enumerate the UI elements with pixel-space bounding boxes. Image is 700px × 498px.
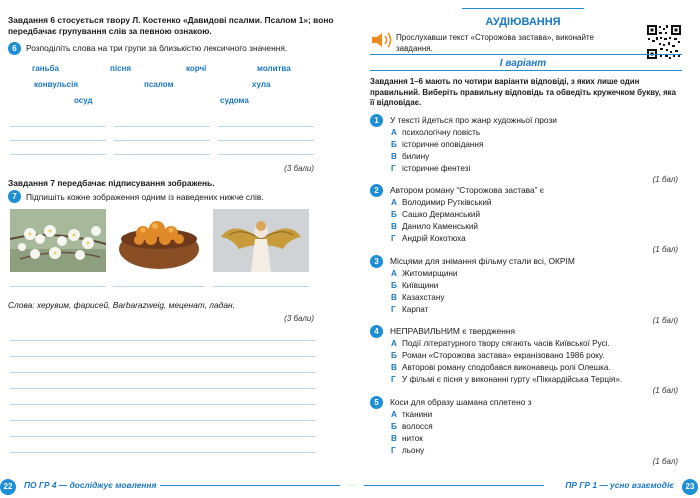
question-number: 4 [370, 325, 383, 338]
answer-option[interactable] [391, 292, 681, 303]
answer-option[interactable] [391, 221, 681, 232]
points-label: (3 бали) [284, 164, 314, 173]
answer-line[interactable] [114, 154, 210, 155]
answer-line[interactable] [10, 154, 106, 155]
answer-option[interactable] [391, 374, 681, 385]
points-label: (1 бал) [652, 386, 678, 395]
task-number-7: 7 [8, 190, 21, 203]
option-text: Андрій Кокотюха [402, 234, 466, 243]
instructions: Завдання 1–6 мають по чотири варіанти відповіді, з яких лише один правильний. Виберіть правильну відповідь та обведіть кружечком букву, яка її відповідає. [370, 77, 677, 107]
option-text: Події літературного твору сягають часів Київської Русі. [402, 339, 610, 348]
answer-line[interactable] [218, 154, 314, 155]
option-text: Київщини [402, 281, 439, 290]
option-text: Сашко Дерманський [402, 210, 481, 219]
task6-text: Розподіліть слова на три групи за близькістю лексичного значення. [26, 43, 288, 53]
answer-option[interactable] [391, 163, 681, 174]
option-letter[interactable]: Г [391, 234, 396, 243]
answer-line[interactable] [10, 286, 106, 287]
question-text: Коси для образу шамана сплетено з [390, 397, 532, 407]
option-text: Авторові роману сподобався виконавець ролі Олешка. [402, 363, 611, 372]
task6-intro: Завдання 6 стосується твору Л. Костенко «Давидові псалми. Псалом 1»; воно передбачає групування слів за певною ознакою. [8, 15, 334, 36]
option-text: психологічну повість [402, 128, 481, 137]
answer-option[interactable] [391, 197, 681, 208]
notes-line[interactable] [10, 388, 316, 389]
option-letter[interactable]: А [391, 198, 397, 207]
option-text: Житомирщини [402, 269, 458, 278]
option-text: Данило Каменський [402, 222, 479, 231]
points-label: (1 бал) [652, 457, 678, 466]
option-letter[interactable]: Б [391, 140, 397, 149]
notes-line[interactable] [10, 404, 316, 405]
option-text: Карпат [402, 305, 429, 314]
answer-option[interactable] [391, 304, 681, 315]
answer-option[interactable] [391, 280, 681, 291]
variant-rule [370, 54, 682, 55]
question-text: НЕПРАВИЛЬНИМ є твердження [390, 326, 516, 336]
option-letter[interactable]: Г [391, 375, 396, 384]
option-letter[interactable]: В [391, 434, 397, 443]
answer-option[interactable] [391, 350, 681, 361]
word-item: судома [220, 96, 249, 105]
option-text: ниток [402, 434, 423, 443]
footer-text: ПО ГР 4 — досліджує мовлення [24, 480, 157, 490]
option-letter[interactable]: Б [391, 351, 397, 360]
amber-image [113, 209, 205, 272]
answer-line[interactable] [213, 286, 309, 287]
answer-option[interactable] [391, 268, 681, 279]
word-item: ганьба [32, 64, 59, 73]
footer-rule [364, 485, 544, 486]
footer-text: ПР ГР 1 — усно взаємодіє [565, 480, 674, 490]
option-text: тканини [402, 410, 433, 419]
option-text: волосся [402, 422, 433, 431]
option-letter[interactable]: В [391, 152, 397, 161]
answer-option[interactable] [391, 409, 681, 420]
word-item: псалом [144, 80, 174, 89]
option-letter[interactable]: Г [391, 164, 396, 173]
speaker-icon[interactable] [370, 31, 394, 49]
question-text: Автором роману “Сторожова застава” є [390, 185, 545, 195]
word-item: молитва [257, 64, 291, 73]
answer-option[interactable] [391, 151, 681, 162]
word-item: осуд [74, 96, 93, 105]
option-letter[interactable]: Б [391, 422, 397, 431]
word-item: хула [252, 80, 271, 89]
answer-option[interactable] [391, 209, 681, 220]
angel-image [213, 209, 309, 272]
words-list: Слова: херувим, фарисей, Barbarazweig, меценат, ладан. [8, 300, 235, 310]
option-text: льону [402, 446, 425, 455]
option-text: історичне фентезі [402, 164, 471, 173]
section-title: АУДІЮВАННЯ [485, 16, 561, 28]
option-letter[interactable]: В [391, 363, 397, 372]
question-text: Місцями для знімання фільму стали всі, ОКРІМ [390, 256, 575, 266]
option-text: Роман «Сторожова застава» екранізовано 1986 року. [402, 351, 605, 360]
question-number: 1 [370, 114, 383, 127]
task7-intro: Завдання 7 передбачає підписування зображень. [8, 178, 215, 188]
answer-line[interactable] [218, 140, 314, 141]
option-letter[interactable]: Г [391, 305, 396, 314]
answer-option[interactable] [391, 127, 681, 138]
notes-line[interactable] [10, 420, 316, 421]
footer-rule [160, 485, 340, 486]
option-text: історичне оповідання [402, 140, 484, 149]
audio-instruction: Прослухавши текст «Сторожова застава», виконайте завдання. [396, 33, 594, 53]
answer-option[interactable] [391, 338, 681, 349]
answer-line[interactable] [10, 140, 106, 141]
answer-option[interactable] [391, 139, 681, 150]
title-rule [462, 8, 584, 9]
word-item: корчі [186, 64, 207, 73]
variant-title: І варіант [499, 58, 547, 69]
option-letter[interactable]: А [391, 410, 397, 419]
answer-line[interactable] [218, 126, 314, 127]
notes-line[interactable] [10, 452, 316, 453]
question-number: 3 [370, 255, 383, 268]
option-text: билину [402, 152, 430, 161]
answer-line[interactable] [10, 126, 106, 127]
answer-line[interactable] [113, 286, 205, 287]
option-letter[interactable]: А [391, 269, 397, 278]
option-letter[interactable]: Б [391, 210, 397, 219]
answer-option[interactable] [391, 421, 681, 432]
notes-line[interactable] [10, 436, 316, 437]
option-letter[interactable]: В [391, 222, 397, 231]
page-number: 23 [682, 479, 698, 495]
task-number-6: 6 [8, 42, 21, 55]
points-label: (3 бали) [284, 314, 314, 323]
option-text: У фільмі є пісня у виконанні гурту «Піккардійська Терція». [402, 375, 623, 384]
option-letter[interactable]: Б [391, 281, 397, 290]
option-letter[interactable]: В [391, 293, 397, 302]
option-text: Казахстану [402, 293, 445, 302]
flowers-image [10, 209, 106, 272]
question-text: У тексті йдеться про жанр художньої прози [390, 115, 557, 125]
right-page [350, 0, 700, 498]
answer-line[interactable] [114, 140, 210, 141]
answer-option[interactable] [391, 433, 681, 444]
notes-line[interactable] [10, 356, 316, 357]
notes-line[interactable] [10, 340, 316, 341]
word-item: пісня [110, 64, 132, 73]
answer-line[interactable] [114, 126, 210, 127]
variant-rule-bottom [370, 70, 682, 71]
answer-option[interactable] [391, 362, 681, 373]
option-letter[interactable]: А [391, 339, 397, 348]
answer-option[interactable] [391, 233, 681, 244]
word-item: конвульсія [34, 80, 79, 89]
task7-text: Підпишіть кожне зображення одним із наведених нижче слів. [26, 192, 264, 202]
question-number: 2 [370, 184, 383, 197]
notes-line[interactable] [10, 372, 316, 373]
option-letter[interactable]: Г [391, 446, 396, 455]
option-text: Володимир Рутківський [402, 198, 492, 207]
answer-option[interactable] [391, 445, 681, 456]
points-label: (1 бал) [652, 316, 678, 325]
question-number: 5 [370, 396, 383, 409]
option-letter[interactable]: А [391, 128, 397, 137]
page-number: 22 [0, 479, 16, 495]
points-label: (1 бал) [652, 245, 678, 254]
points-label: (1 бал) [652, 175, 678, 184]
